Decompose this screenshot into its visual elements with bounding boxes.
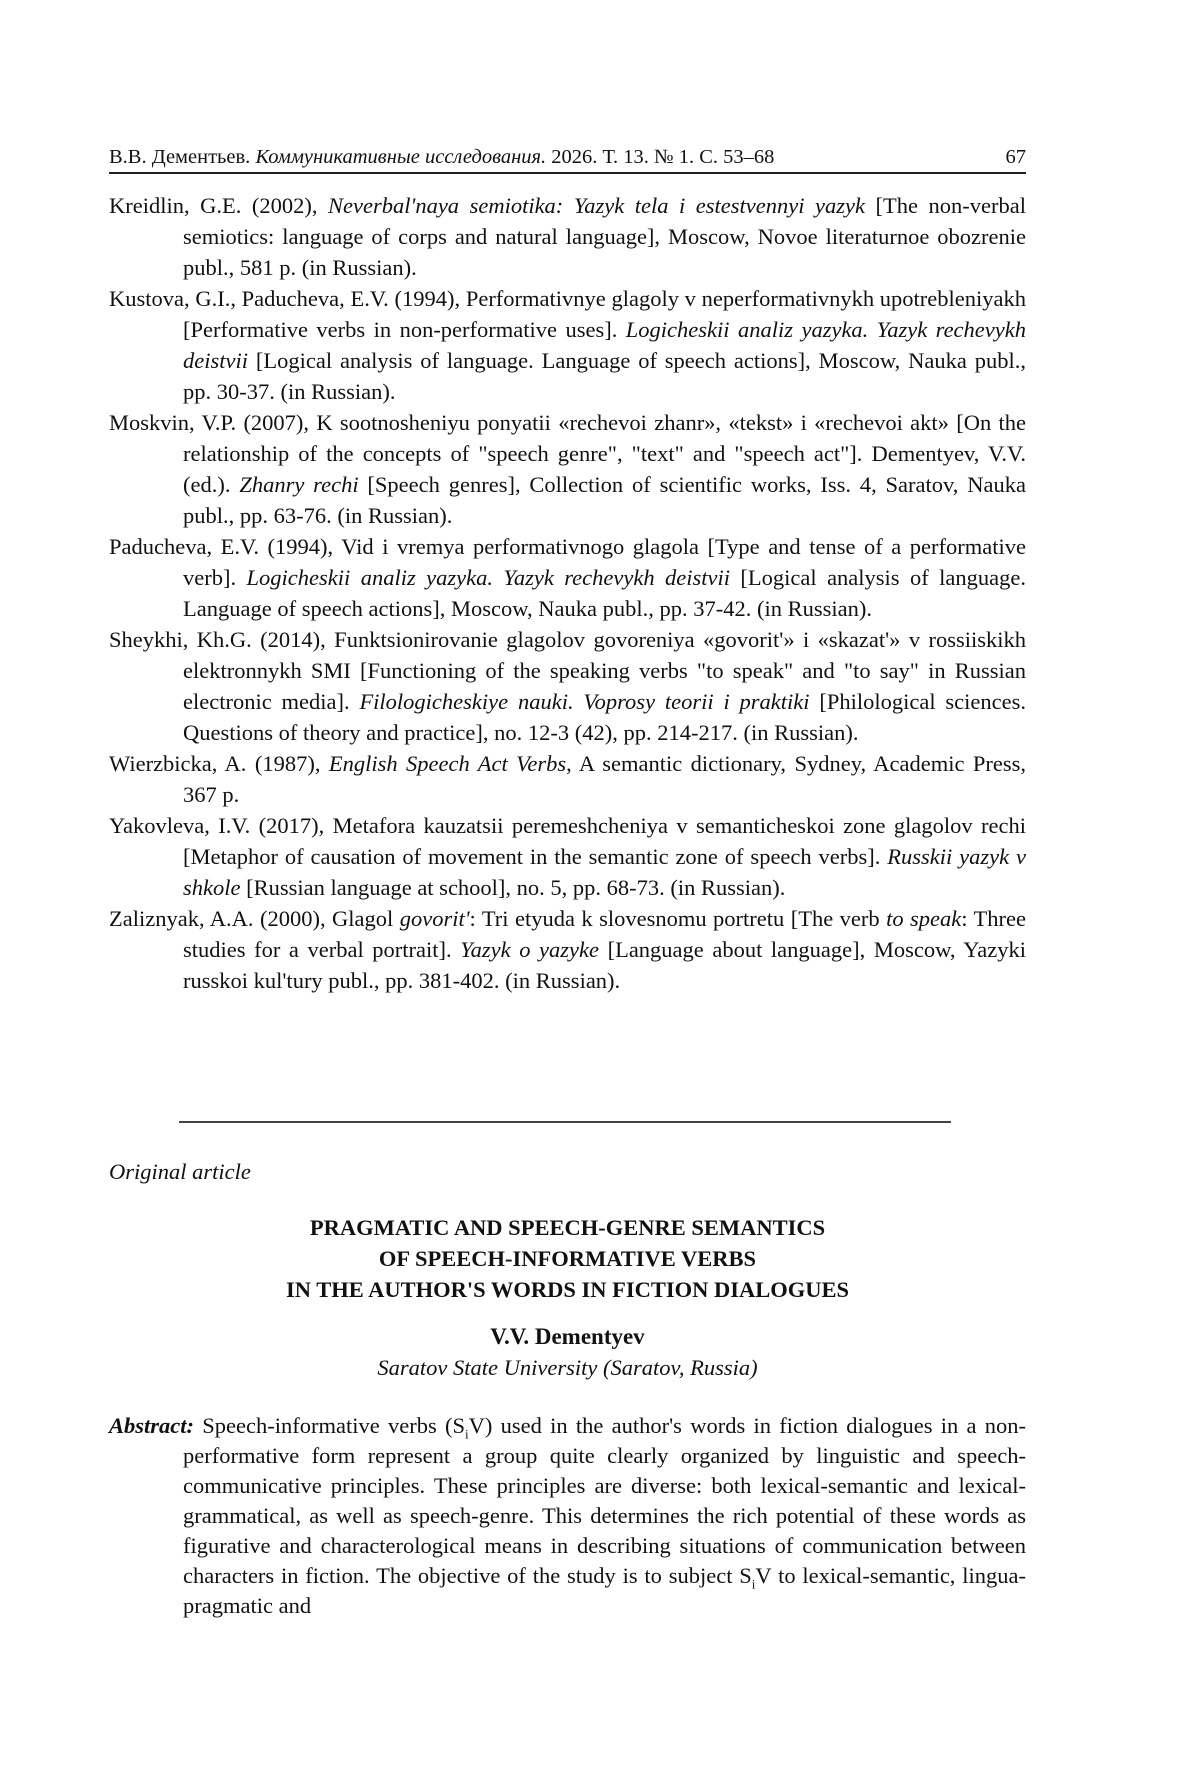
title-line: OF SPEECH-INFORMATIVE VERBS	[378, 1246, 757, 1271]
reference-item: Kustova, G.I., Paducheva, E.V. (1994), Performativnye glagoly v neperformativnykh upotrebleniyakh [Performative verbs in non-performative uses]. Logicheskii analiz yazyka. Yazyk rechevykh deistvii [Logical analysis of language. Language of speech actions], Moscow, Nauka publ., pp. 30-37. (in Russian).	[109, 286, 1026, 404]
reference-list	[109, 190, 1026, 996]
header-journal: Коммуникативные исследования.	[255, 146, 547, 168]
abstract-label: Abstract:	[109, 1413, 195, 1438]
header-authors: В.В. Дементьев.	[109, 146, 251, 168]
reference-item: Wierzbicka, A. (1987), English Speech Act Verbs, A semantic dictionary, Sydney, Academic Press, 367 p.	[109, 751, 1027, 807]
reference-item: Kreidlin, G.E. (2002), Neverbal'naya semiotika: Yazyk tela i estestvennyi yazyk [The non-verbal semiotics: language of corps and natural language], Moscow, Novoe literaturnoe obozrenie publ., 581 p. (in Russian).	[109, 193, 1026, 280]
reference-item: Zaliznyak, A.A. (2000), Glagol govorit': Tri etyuda k slovesnomu portretu [The verb to speak: Three studies for a verbal portrait]. Yazyk o yazyke [Language about language], Moscow, Yazyki russkoi kul'tury publ., pp. 381-402. (in Russian).	[109, 906, 1027, 993]
reference-item: Yakovleva, I.V. (2017), Metafora kauzatsii peremeshcheniya v semanticheskoi zone glagolov rechi [Metaphor of causation of movement in the semantic zone of speech verbs]. Russkii yazyk v shkole [Russian language at school], no. 5, pp. 68-73. (in Russian).	[109, 813, 1027, 900]
article-type-label: Original article	[109, 1159, 251, 1184]
abstract-text: Abstract: Speech-informative verbs $(S_iV)$ used in the author's words in fiction dialogues in a non-performative form represent a group quite clearly organized by linguistic and speech-communicative principles. These principles are diverse: both lexical-semantic and lexical-grammatical, as well as speech-genre. This determines the rich potential of these words as figurative and characterological means in describing situations of communication between characters in fiction. The objective of the study is to subject $S_iV$ to lexical-semantic, lingua-pragmatic and	[109, 1413, 1026, 1618]
reference-item: Sheykhi, Kh.G. (2014), Funktsionirovanie glagolov govoreniya «govorit'» i «skazat'» v rossiiskikh elektronnykh SMI [Functioning of the speaking verbs "to speak" and "to say" in Russian electronic media]. Filologicheskiye nauki. Voprosy teorii i praktiki [Philological sciences. Questions of theory and practice], no. 12-3 (42), pp. 214-217. (in Russian).	[109, 627, 1026, 745]
reference-item: Paducheva, E.V. (1994), Vid i vremya performativnogo glagola [Type and tense of a performative verb]. Logicheskii analiz yazyka. Yazyk rechevykh deistvii [Logical analysis of language. Language of speech actions], Moscow, Nauka publ., pp. 37-42. (in Russian).	[109, 534, 1026, 621]
title-line: PRAGMATIC AND SPEECH-GENRE SEMANTICS	[309, 1215, 826, 1240]
page-number: 67	[1005, 146, 1026, 168]
article-author: V.V. Dementyev	[490, 1324, 645, 1349]
abstract	[109, 1411, 1026, 1621]
title-line: IN THE AUTHOR'S WORDS IN FICTION DIALOGUES	[285, 1277, 850, 1302]
article-title	[109, 1212, 1026, 1305]
running-header	[109, 144, 1026, 174]
header-details: 2026. Т. 13. № 1. С. 53–68	[551, 146, 775, 168]
author-affiliation: Saratov State University (Saratov, Russia)	[377, 1355, 758, 1380]
section-divider	[179, 1121, 951, 1123]
reference-item: Moskvin, V.P. (2007), K sootnosheniyu ponyatii «rechevoi zhanr», «tekst» i «rechevoi akt» [On the relationship of the concepts of "speech genre", "text" and "speech act"]. Dementyev, V.V. (ed.). Zhanry rechi [Speech genres], Collection of scientific works, Iss. 4, Saratov, Nauka publ., pp. 63-76. (in Russian).	[109, 410, 1026, 528]
